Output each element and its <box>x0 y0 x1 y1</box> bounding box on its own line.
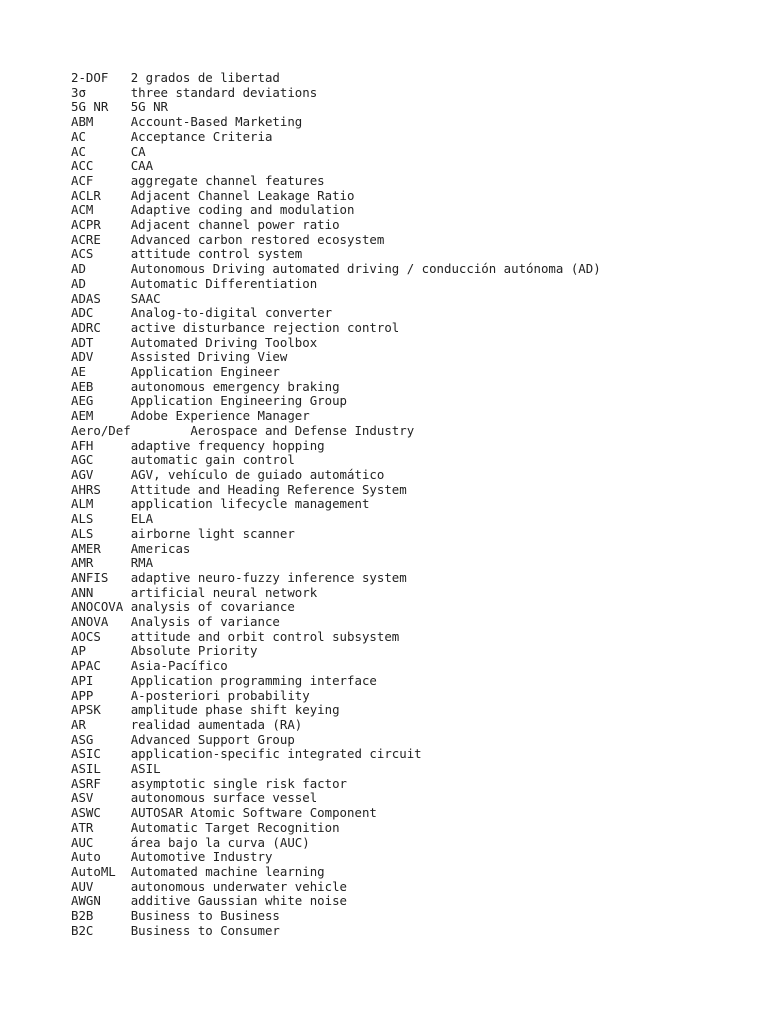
glossary-entry: APP A-posteriori probability <box>71 687 310 703</box>
glossary-entry: ALS ELA <box>71 511 154 527</box>
glossary-entry: B2C Business to Consumer <box>71 922 280 938</box>
glossary-entry: AEB autonomous emergency braking <box>71 378 340 394</box>
glossary-entry: ACRE Advanced carbon restored ecosystem <box>71 231 385 247</box>
glossary-entry: AMER Americas <box>71 540 191 556</box>
glossary-entry: AC CA <box>71 143 146 159</box>
glossary-document <box>71 71 748 938</box>
glossary-entry: ABM Account-Based Marketing <box>71 114 303 130</box>
glossary-entry: AEG Application Engineering Group <box>71 393 348 409</box>
glossary-entry: AUV autonomous underwater vehicle <box>71 878 348 894</box>
glossary-entry: AD Automatic Differentiation <box>71 275 318 291</box>
glossary-entry: 2-DOF 2 grados de libertad <box>71 70 280 85</box>
glossary-entry: ATR Automatic Target Recognition <box>71 819 340 835</box>
glossary-entry: ADAS SAAC <box>71 290 161 306</box>
glossary-entry: ACS attitude control system <box>71 246 303 262</box>
glossary-entry: AGV AGV, vehículo de guiado automático <box>71 466 385 482</box>
glossary-entry: ACPR Adjacent channel power ratio <box>71 217 340 233</box>
glossary-entry: ASWC AUTOSAR Atomic Software Component <box>71 805 377 821</box>
glossary-entry: AWGN additive Gaussian white noise <box>71 893 348 909</box>
glossary-entry: AE Application Engineer <box>71 364 280 380</box>
glossary-entry: APSK amplitude phase shift keying <box>71 702 340 718</box>
glossary-entry: AutoML Automated machine learning <box>71 863 325 879</box>
glossary-entry: AR realidad aumentada (RA) <box>71 716 303 732</box>
glossary-entry: ADT Automated Driving Toolbox <box>71 334 318 350</box>
glossary-entry: ASIC application-specific integrated circuit <box>71 746 422 762</box>
glossary-entry: ASRF asymptotic single risk factor <box>71 775 348 791</box>
glossary-entry: ADV Assisted Driving View <box>71 349 288 365</box>
glossary-entry: APAC Asia-Pacífico <box>71 658 228 674</box>
glossary-entry: AUC área bajo la curva (AUC) <box>71 834 310 850</box>
glossary-entry: 5G NR 5G NR <box>71 99 168 115</box>
glossary-entry: ALS airborne light scanner <box>71 525 295 541</box>
glossary-entry: ACLR Adjacent Channel Leakage Ratio <box>71 187 355 203</box>
glossary-entry: ADRC active disturbance rejection control <box>71 319 400 335</box>
glossary-entry: AGC automatic gain control <box>71 452 295 468</box>
glossary-entry: AHRS Attitude and Heading Reference System <box>71 481 407 497</box>
glossary-entry: AEM Adobe Experience Manager <box>71 408 310 424</box>
glossary-entry: AFH adaptive frequency hopping <box>71 437 325 453</box>
glossary-entry: ASV autonomous surface vessel <box>71 790 318 806</box>
glossary-entry: ANFIS adaptive neuro-fuzzy inference system <box>71 569 407 585</box>
glossary-entry: ACM Adaptive coding and modulation <box>71 202 355 218</box>
glossary-entry: ACF aggregate channel features <box>71 172 325 188</box>
glossary-entry: ASG Advanced Support Group <box>71 731 295 747</box>
glossary-entry: B2B Business to Business <box>71 908 280 924</box>
glossary-entry: ACC CAA <box>71 158 154 174</box>
glossary-entry: AC Acceptance Criteria <box>71 128 273 144</box>
glossary-entry: ANN artificial neural network <box>71 584 318 600</box>
glossary-entry: AMR RMA <box>71 555 154 571</box>
glossary-entry: Auto Automotive Industry <box>71 849 273 865</box>
glossary-entry: 3σ three standard deviations <box>71 84 318 100</box>
glossary-entry: ALM application lifecycle management <box>71 496 370 512</box>
glossary-entry: Aero/Def Aerospace and Defense Industry <box>71 422 415 438</box>
glossary-entry: ANOVA Analysis of variance <box>71 614 280 630</box>
glossary-entry: AP Absolute Priority <box>71 643 258 659</box>
glossary-entry: AOCS attitude and orbit control subsystem <box>71 628 400 644</box>
glossary-entry: AD Autonomous Driving automated driving / conducción autónoma (AD) <box>71 261 601 277</box>
glossary-entry: ANOCOVA analysis of covariance <box>71 599 295 615</box>
glossary-entry: API Application programming interface <box>71 672 377 688</box>
glossary-entry: ASIL ASIL <box>71 761 161 777</box>
glossary-entry: ADC Analog-to-digital converter <box>71 305 333 321</box>
